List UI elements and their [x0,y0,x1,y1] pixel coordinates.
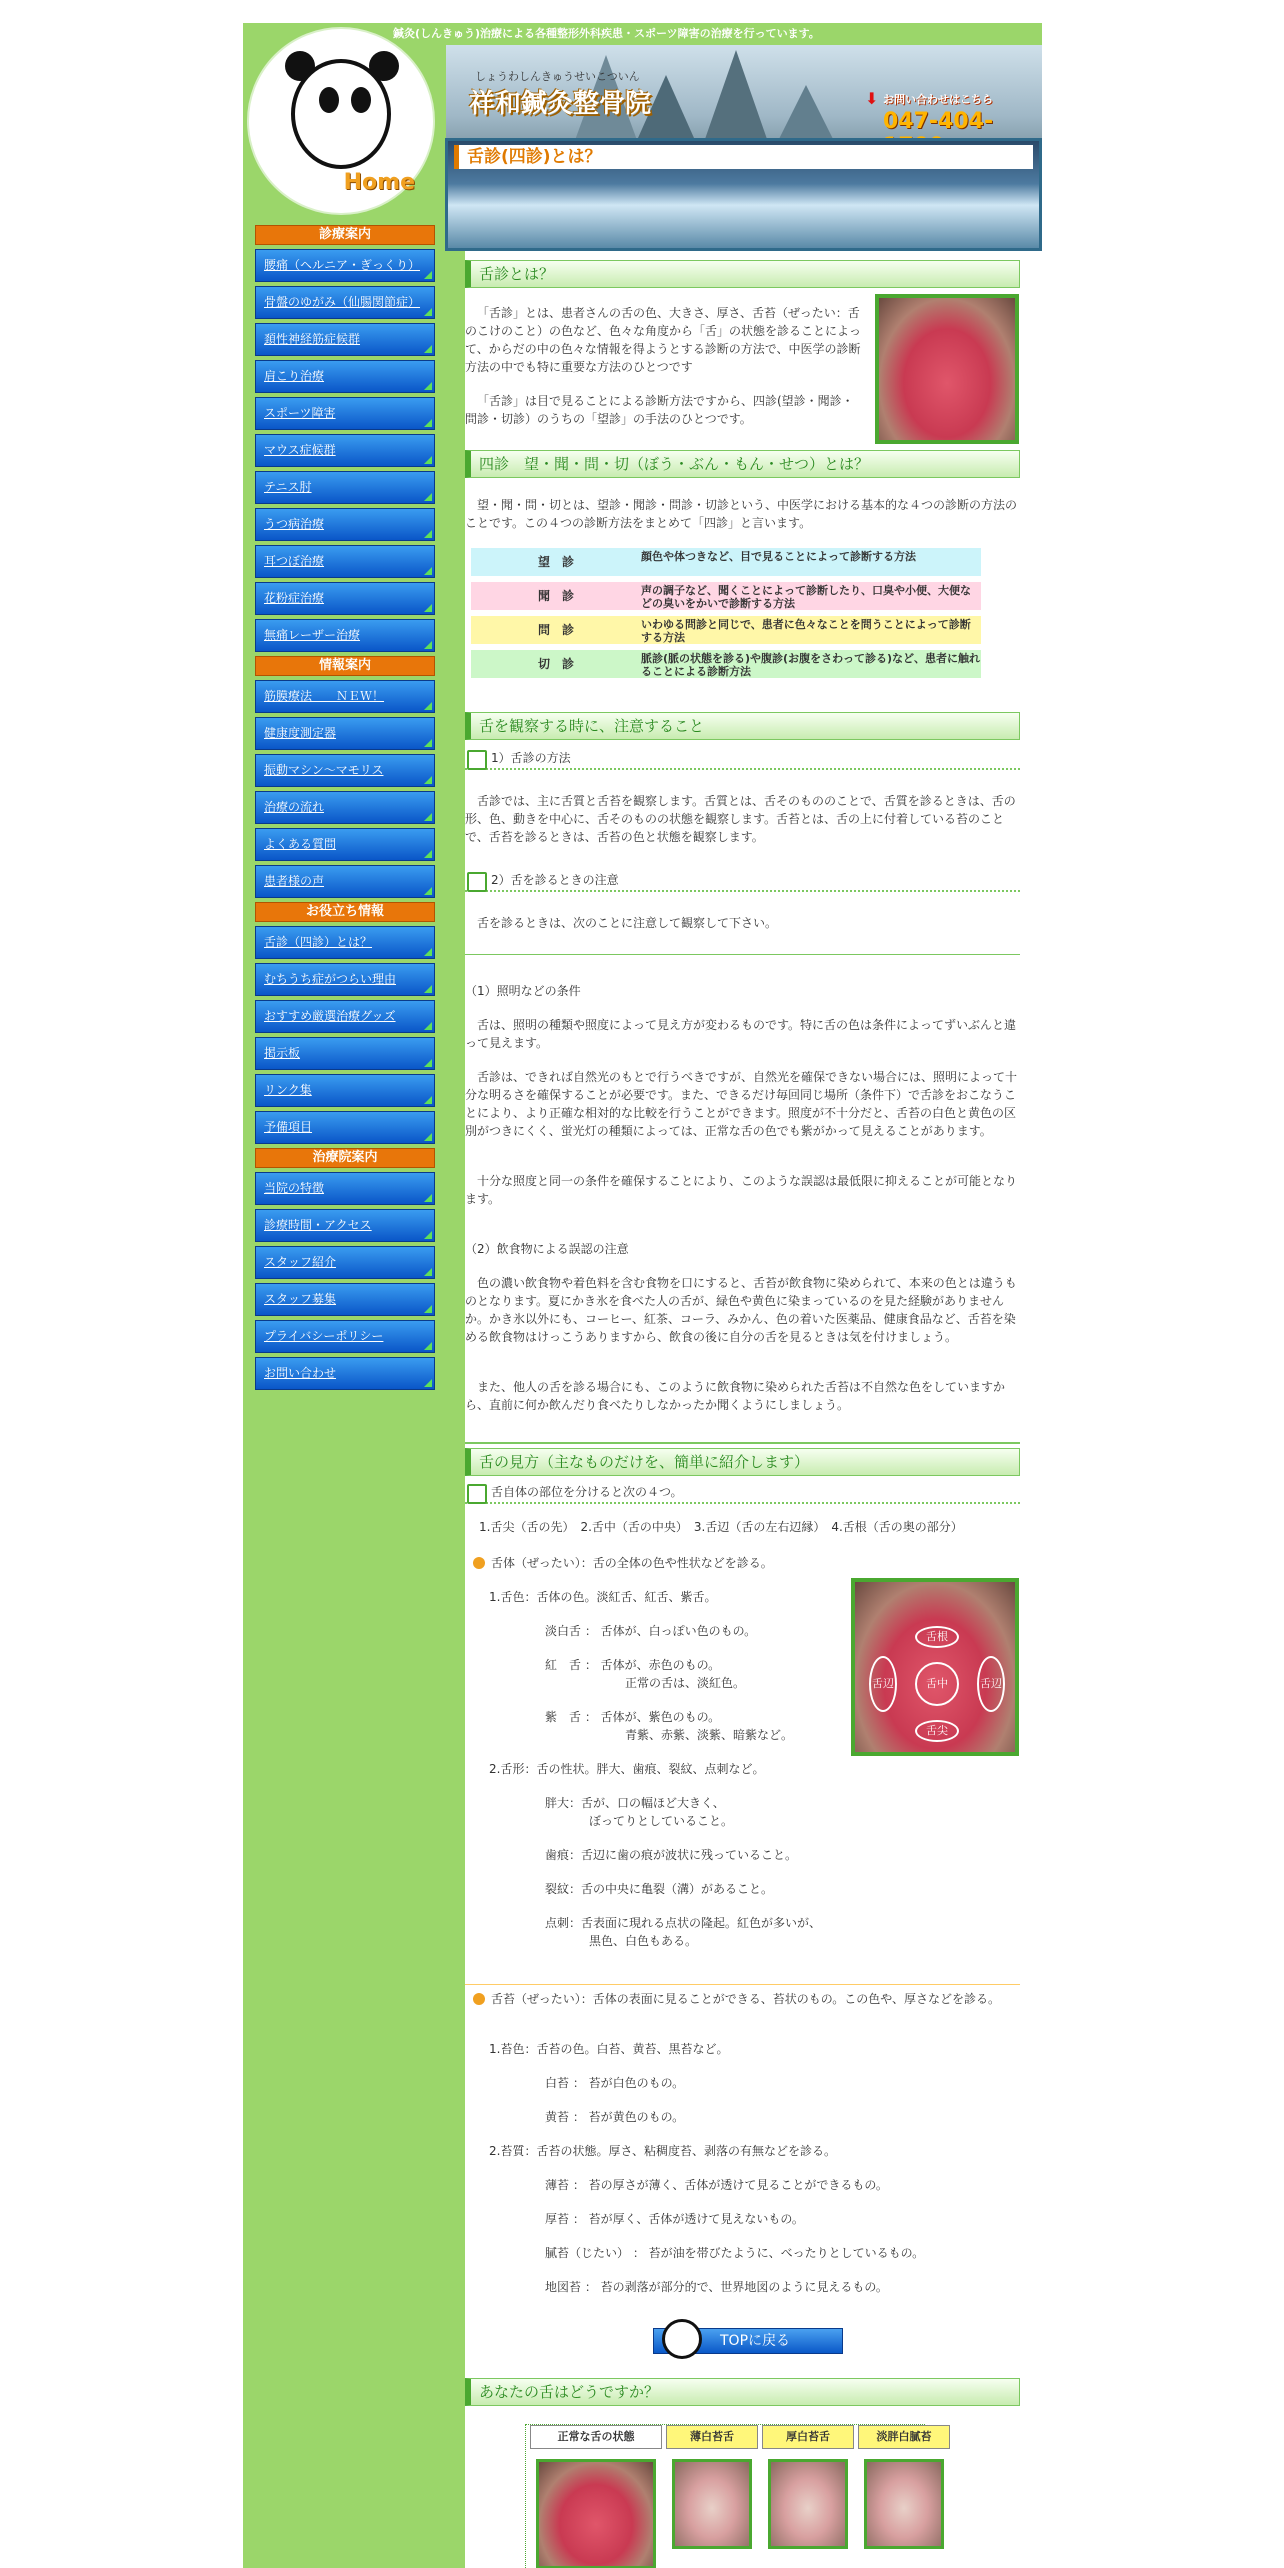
sidebar-nav-link[interactable]: 無痛レーザー治療 [255,619,435,652]
sidebar-nav-link[interactable]: お問い合わせ [255,1357,435,1390]
orange-bullet-icon [473,1993,485,2005]
tongue-type-column [858,2425,950,2568]
tongue-body-item: 淡白舌 ： 舌体が、白っぽい色のもの。 [545,1624,757,1638]
s3-paragraph-3: 舌は、照明の種類や照度によって見え方が変わるものです。特に舌の色は条件によってずいぶんと違って見えます。 [465,1018,1017,1050]
tongue-type-photo [864,2459,944,2549]
top-button[interactable]: TOPに戻る [653,2328,843,2354]
divider [465,954,1020,955]
section-title-1: 舌診とは？ [465,260,1020,288]
arrow-down-icon: ⬇ [865,89,879,108]
article [465,256,1020,2568]
tongue-type-column [666,2425,758,2568]
s3-paragraph-1: 舌診では、主に舌質と舌苔を観察します。舌質とは、舌そのもののことで、舌質を診るときは、舌の形、色、動きを中心に、舌そのものの状態を観察します。舌苔とは、舌の上に付着している苔のことで、舌苔を診るときは、舌苔の色と状態を観察します。 [465,794,1016,844]
tongue-type-header: 淡胖白膩苔 [858,2425,950,2449]
s3-subheading-1: （1）照明などの条件 [465,984,581,998]
tongue-body-item: 紫 舌 ： 舌体が、紫色のもの。 [545,1710,721,1724]
sidebar-nav-link[interactable]: 舌診（四診）とは？ [255,926,435,959]
label-root: 舌根 [915,1626,959,1648]
section-title-3: 舌を観察する時に、注意すること [465,712,1020,740]
tongue-type-photo [672,2459,752,2549]
sidebar-nav-link[interactable]: スタッフ募集 [255,1283,435,1316]
diagnosis-label: 聞 診 [537,589,574,603]
sidebar-section-heading: 情報案内 [255,656,435,676]
diagnosis-description: 脈診(脈の状態を診る)や腹診(お腹をさわって診る)など、患者に触れることによる診断方法 [641,652,980,678]
tongue-body-item: 点刺：舌表面に現れる点状の隆起。紅色が多いが、 [545,1916,822,1930]
s3-heading-1: 1）舌診の方法 [465,748,1020,770]
clinic-ruby: しょうわしんきゅうせいこついん [475,70,640,83]
s3-subheading-2: （2）飲食物による誤認の注意 [465,1242,629,1256]
home-logo-link[interactable] [247,27,435,215]
four-diagnosis-table [465,548,985,684]
s3-paragraph-6: 色の濃い飲食物や着色料を含む食物を口にすると、舌苔が飲食物に染められて、本来の色とは違うものとなります。夏にかき氷を食べた人の舌が、緑色や黄色に染まっているのを見た経験がありませんか。かき氷以外にも、コーヒー、紅茶、コーラ、みかん、色の着いた医薬品、健康食品など、舌苔を染める飲食物はけっこうありますから、飲食の後に自分の舌を見るときは気を付けましょう。 [465,1276,1017,1344]
sidebar-section-heading: 治療院案内 [255,1148,435,1168]
page-title: 舌診(四診)とは？ [454,145,1033,169]
s4-heading-1: 舌自体の部位を分けると次の４つ。 [465,1482,1020,1504]
tongue-diagram [851,1578,1019,1756]
sidebar-nav-link[interactable]: おすすめ厳選治療グッズ [255,1000,435,1033]
s3-paragraph-7: また、他人の舌を診る場合にも、このように飲食物に染められた舌苔は不自然な色をしていますから、直前に何か飲んだり食べたりしなかったか聞くようにしましょう。 [465,1380,1006,1412]
tongue-coat-item: 白苔 ： 苔が白色のもの。 [545,2076,685,2090]
tongue-coat-item: 2.苔質：舌苔の状態。厚さ、粘稠度苔、剥落の有無などを診る。 [489,2144,836,2158]
sidebar-nav-link[interactable]: 患者様の声 [255,865,435,898]
label-tip: 舌尖 [915,1720,959,1742]
sidebar-nav-link[interactable]: スタッフ紹介 [255,1246,435,1279]
diagnosis-row [471,616,981,644]
panda-eye-icon [351,87,371,113]
sidebar [255,221,435,1390]
tongue-photo [875,294,1019,444]
sidebar-nav-link[interactable]: むちうち症がつらい理由 [255,963,435,996]
home-label: Home [343,170,415,195]
sidebar-nav-link[interactable]: うつ病治療 [255,508,435,541]
clinic-name: 祥和鍼灸整骨院 [469,89,652,119]
tongue-body-list [465,1588,845,1948]
s3-paragraph-2: 舌を診るときは、次のことに注意して観察して下さい。 [477,916,778,930]
tongue-body-item: 歯痕：舌辺に歯の痕が波状に残っていること。 [545,1848,798,1862]
tongue-type-column [762,2425,854,2568]
sidebar-nav-link[interactable]: 掲示板 [255,1037,435,1070]
tongue-body-item: 裂紋：舌の中央に亀裂（溝）があること。 [545,1882,774,1896]
tongue-body-item: 紅 舌 ： 舌体が、赤色のもの。 [545,1658,721,1672]
sidebar-section-heading: お役立ち情報 [255,902,435,922]
section-title-4: 舌の見方（主なものだけを、簡単に紹介します） [465,1448,1020,1476]
tongue-coat-item: 厚苔 ： 苔が厚く、舌体が透けて見えないもの。 [545,2212,804,2226]
tongue-type-header: 正常な舌の状態 [530,2425,662,2449]
divider [465,1984,1020,1985]
diagnosis-description: いわゆる問診と同じで、患者に色々なことを問うことによって診断する方法 [641,618,971,644]
sidebar-nav-link[interactable]: 当院の特徴 [255,1172,435,1205]
sidebar-nav-link[interactable]: 診療時間・アクセス [255,1209,435,1242]
tongue-parts-list: 1.舌尖（舌の先） 2.舌中（舌の中央） 3.舌辺（舌の左右辺縁） 4.舌根（舌の奥の部分） [479,1520,963,1534]
panda-icon [662,2319,702,2359]
s3-paragraph-5: 十分な照度と同一の条件を確保することにより、このような誤認は最低限に抑えることが可能となります。 [465,1174,1018,1206]
s1-paragraph-2: 「舌診」は目で見ることによる診断方法ですから、四診(望診・聞診・問診・切診）のうちの「望診」の手法のひとつです。 [465,394,854,426]
label-center: 舌中 [915,1662,959,1706]
s2-paragraph-1: 望・聞・問・切とは、望診・聞診・問診・切診という、中医学における基本的な４つの診断の方法のことです。この４つの診断方法をまとめて「四診」と言います。 [465,498,1018,530]
tongue-body-item: ぼってりとしていること。 [589,1814,734,1828]
top-tagline: 鍼灸(しんきゅう)治療による各種整形外科疾患・スポーツ障害の治療を行っています。 [393,27,820,40]
tongue-coat-heading: 舌苔（ぜったい）：舌体の表面に見ることができる、苔状のもの。この色や、厚さなどを診る。 [473,1990,1020,2008]
tongue-body-item: 2.舌形：舌の性状。胖大、歯痕、裂紋、点刺など。 [489,1762,765,1776]
tongue-type-header: 薄白苔舌 [666,2425,758,2449]
phone-number: 047-404- [883,109,994,134]
tongue-body-item: 青紫、赤紫、淡紫、暗紫など。 [625,1728,794,1742]
tongue-type-photo [536,2459,656,2568]
tongue-coat-list [465,2040,1020,2340]
sidebar-nav-link[interactable]: リンク集 [255,1074,435,1107]
label-left: 舌辺 [869,1656,897,1712]
tongue-body-item: 1.舌色：舌体の色。淡紅舌、紅舌、紫舌。 [489,1590,717,1604]
diagnosis-row [471,582,981,610]
tongue-coat-item: 1.苔色：舌苔の色。白苔、黄苔、黒苔など。 [489,2042,729,2056]
sidebar-nav-link[interactable]: 腰痛（ヘルニア・ぎっくり） [255,249,435,282]
tongue-coat-item: 地図苔 ： 苔の剥落が部分的で、世界地図のように見えるもの。 [545,2280,888,2294]
diagnosis-description: 声の調子など、聞くことによって診断したり、口臭や小便、大便などの臭いをかいで診断する方法 [641,584,971,610]
diagnosis-label: 望 診 [537,555,574,569]
section-title-5: あなたの舌はどうですか？ [465,2378,1020,2406]
sidebar-nav-link[interactable]: 肩こり治療 [255,360,435,393]
tongue-body-item: 黒色、白色もある。 [589,1934,698,1948]
contact-link[interactable]: お問い合わせはこちら [883,93,993,106]
tongue-type-photo [768,2459,848,2549]
sidebar-nav-link[interactable]: スポーツ障害 [255,397,435,430]
sidebar-nav-link[interactable]: テニス肘 [255,471,435,504]
s1-paragraph-1: 「舌診」とは、患者さんの舌の色、大きさ、厚さ、舌苔（ぜったい：舌のこけのこと）の色など、色々な角度から「舌」の状態を診ることによって、からだの中の色々な情報を得ようとする診断の方法で、中医学の診断方法の中でも特に重要な方法のひとつです [465,306,862,374]
sidebar-nav-link[interactable]: マウス症候群 [255,434,435,467]
page-banner [445,138,1042,251]
tongue-body-item: 正常の舌は、淡紅色。 [625,1676,746,1690]
label-right: 舌辺 [977,1656,1005,1712]
sidebar-section-heading: 診療案内 [255,225,435,245]
sidebar-nav-link[interactable]: 骨盤のゆがみ（仙腸関節症） [255,286,435,319]
diagnosis-label: 問 診 [537,623,574,637]
tongue-body-heading: 舌体（ぜったい）：舌の全体の色や性状などを診る。 [473,1554,1020,1572]
sidebar-nav-link[interactable]: 筋膜療法 ＮＥＷ！ [255,680,435,713]
panda-eye-icon [319,87,339,113]
sidebar-nav-link[interactable]: プライバシーポリシー [255,1320,435,1353]
diagnosis-description: 顔色や体つきなど、目で見ることによって診断する方法 [641,550,916,563]
diagnosis-label: 切 診 [537,657,574,671]
sidebar-nav-link[interactable]: 健康度測定器 [255,717,435,750]
tongue-types-table [525,2424,932,2568]
tongue-coat-item: 膩苔（じたい） ： 苔が油を帯びたように、べったりとしているもの。 [545,2246,925,2260]
sidebar-nav-link[interactable]: 振動マシン〜マモリス [255,754,435,787]
tongue-type-header: 厚白苔舌 [762,2425,854,2449]
s3-heading-2: 2）舌を診るときの注意 [465,870,1020,892]
tongue-coat-item: 黄苔 ： 苔が黄色のもの。 [545,2110,685,2124]
sidebar-nav-link[interactable]: 頚性神経筋症候群 [255,323,435,356]
panda-icon [291,59,391,169]
sidebar-nav-link[interactable]: 花粉症治療 [255,582,435,615]
sidebar-nav-link[interactable]: 耳つぼ治療 [255,545,435,578]
divider [465,1442,1020,1444]
tongue-body-item: 胖大：舌が、口の幅ほど大きく、 [545,1796,725,1810]
sidebar-nav-link[interactable]: 治療の流れ [255,791,435,824]
tongue-type-column [530,2425,662,2568]
sidebar-nav-link[interactable]: 予備項目 [255,1111,435,1144]
diagnosis-row [471,548,981,576]
s3-paragraph-4: 舌診は、できれば自然光のもとで行うべきですが、自然光を確保できない場合には、照明によって十分な明るさを確保することが必要です。また、できるだけ毎回同じ場所（条件下）で舌診をおこなうことにより、より正確な相対的な比較を行うことができます。照度が不十分だと、舌苔の白色と黄色の区別がつきにくく、蛍光灯の種類によっては、正常な舌の色でも紫がかって見えることがあります。 [465,1070,1018,1138]
sidebar-nav-link[interactable]: よくある質問 [255,828,435,861]
orange-bullet-icon [473,1557,485,1569]
section-title-2: 四診 望・聞・問・切（ぼう・ぶん・もん・せつ）とは？ [465,450,1020,478]
diagnosis-row [471,650,981,678]
tongue-coat-item: 薄苔 ： 苔の厚さが薄く、舌体が透けて見ることができるもの。 [545,2178,888,2192]
